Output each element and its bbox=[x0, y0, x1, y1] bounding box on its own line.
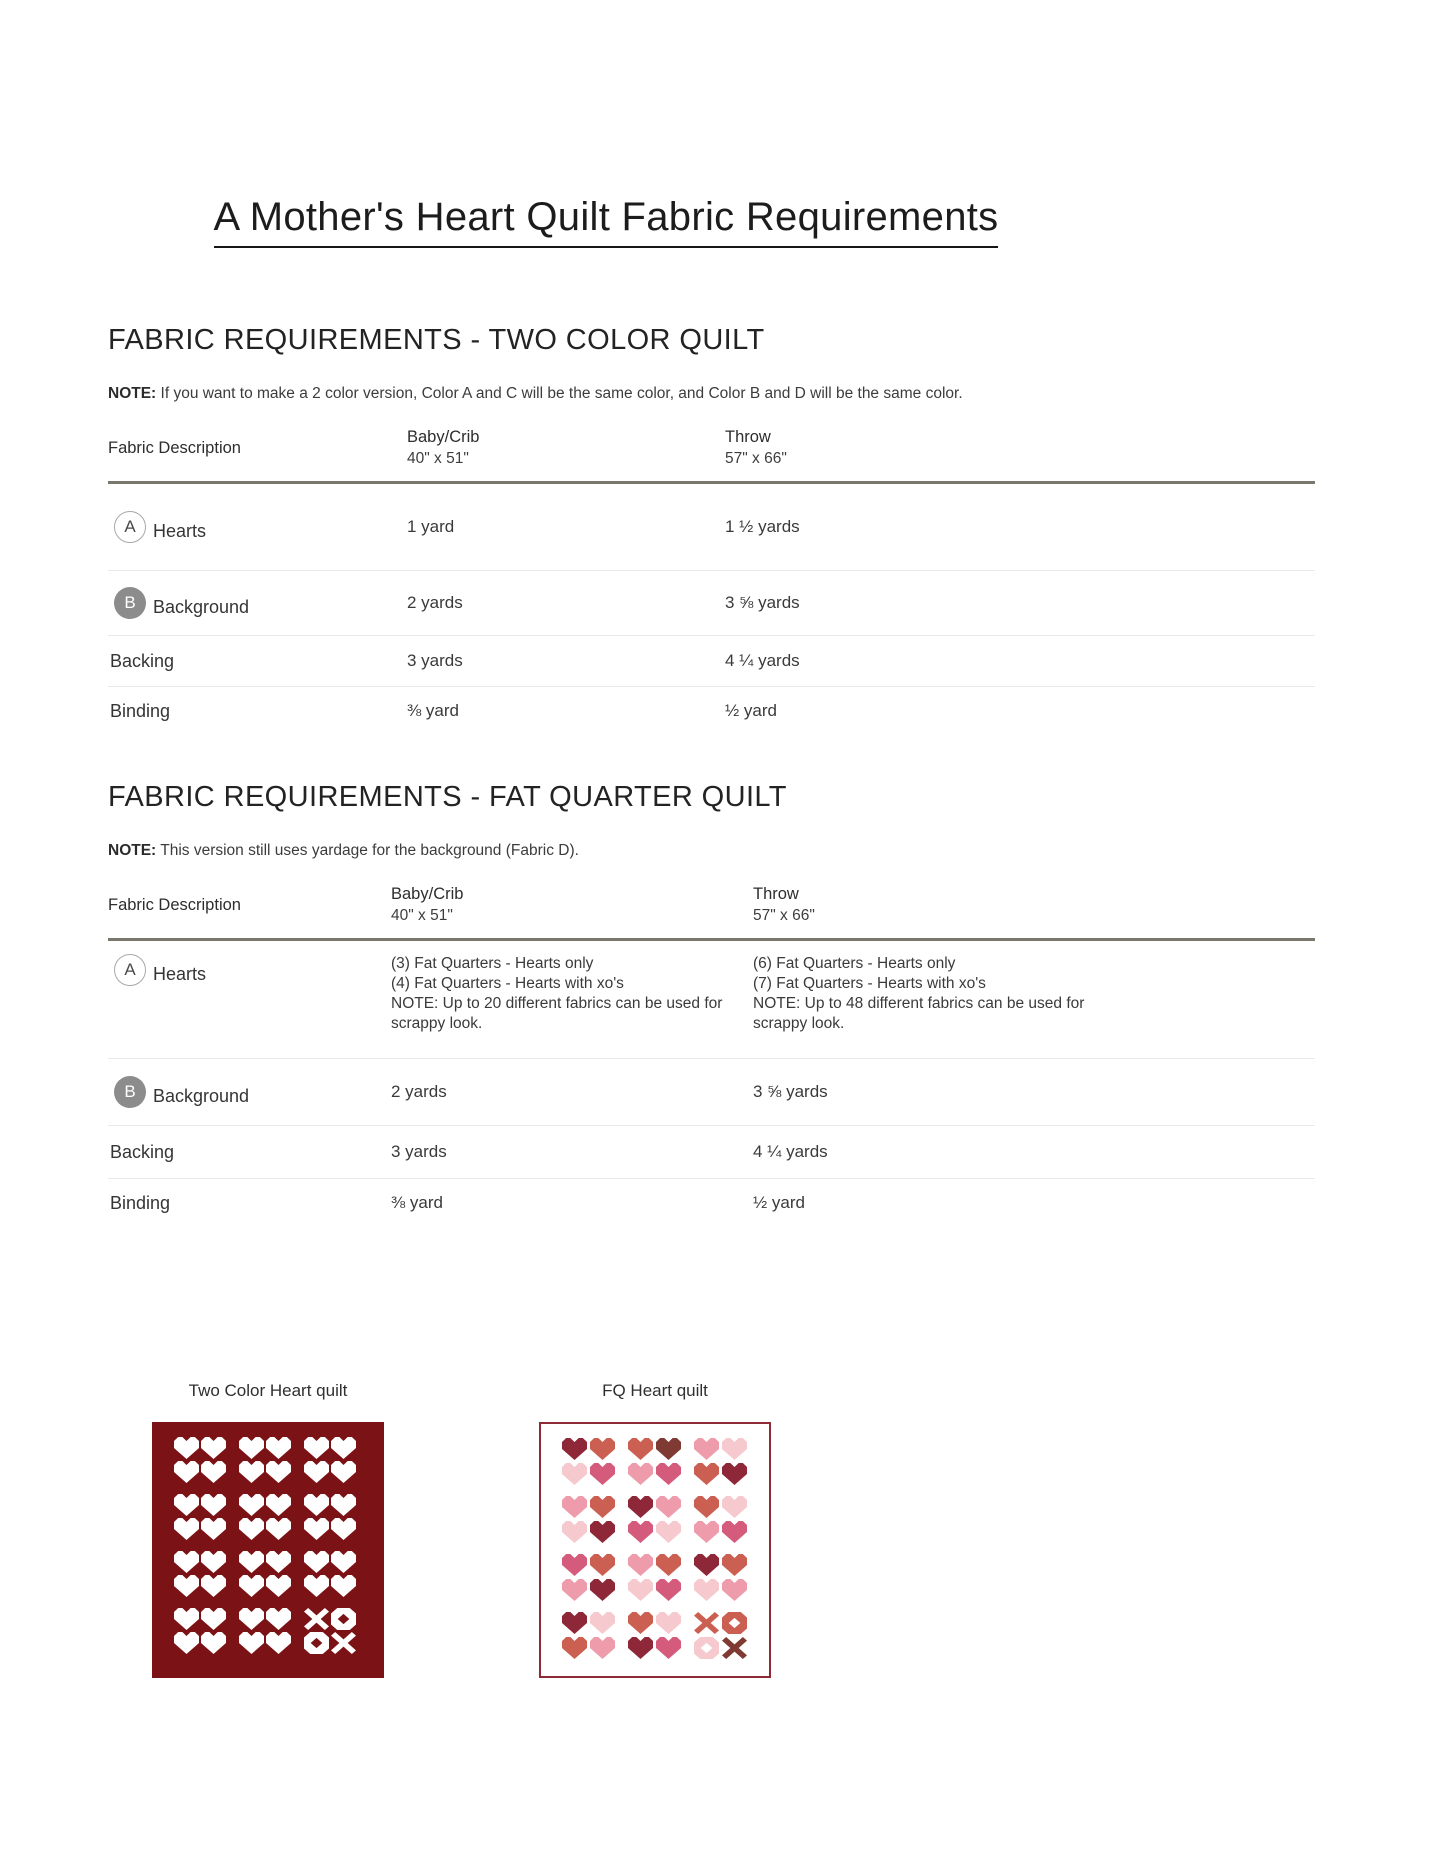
quilt-block bbox=[174, 1437, 226, 1483]
fabric-description-cell bbox=[108, 511, 407, 543]
quilt-block bbox=[694, 1612, 747, 1659]
note-label: NOTE: bbox=[108, 385, 157, 402]
heart-patch bbox=[656, 1496, 681, 1518]
heart-patch bbox=[201, 1632, 226, 1654]
column-size: 40" x 51" bbox=[391, 907, 453, 924]
column-title: Baby/Crib bbox=[391, 885, 464, 903]
heart-patch bbox=[722, 1554, 747, 1576]
column-header-baby-crib bbox=[391, 883, 753, 926]
fabric-badge-b: B bbox=[114, 1076, 146, 1108]
heart-patch bbox=[174, 1632, 199, 1654]
throw-value bbox=[753, 941, 1098, 1034]
heart-patch bbox=[239, 1551, 264, 1573]
value-line: 1 ½ yards bbox=[725, 517, 800, 536]
heart-patch bbox=[590, 1637, 615, 1659]
fabric-label: Hearts bbox=[153, 521, 207, 541]
x-patch bbox=[694, 1612, 719, 1634]
column-header-baby-crib bbox=[407, 426, 725, 469]
heart-patch bbox=[266, 1608, 291, 1630]
heart-patch bbox=[562, 1637, 587, 1659]
heart-patch bbox=[562, 1612, 587, 1634]
heart-patch bbox=[656, 1521, 681, 1543]
value-line: 4 ¼ yards bbox=[753, 1142, 828, 1161]
heart-patch bbox=[694, 1521, 719, 1543]
fabric-label: Binding bbox=[110, 700, 171, 721]
heart-patch bbox=[722, 1438, 747, 1460]
fabric-table-two-color bbox=[108, 426, 1315, 735]
section-note-two-color bbox=[108, 384, 1315, 404]
column-header-throw bbox=[725, 426, 1315, 469]
heart-patch bbox=[656, 1554, 681, 1576]
column-header-fabric-description: Fabric Description bbox=[108, 438, 241, 457]
value-line: (3) Fat Quarters - Hearts only bbox=[391, 955, 594, 972]
baby-crib-value bbox=[407, 701, 725, 721]
quilt-block bbox=[562, 1438, 615, 1485]
fq-quilt-figure bbox=[539, 1380, 771, 1678]
heart-patch bbox=[174, 1437, 199, 1459]
quilt-block bbox=[239, 1608, 291, 1654]
heart-patch bbox=[628, 1463, 653, 1485]
baby-crib-value bbox=[407, 651, 725, 671]
heart-patch bbox=[304, 1437, 329, 1459]
fq-quilt-image bbox=[539, 1422, 771, 1678]
column-title: Baby/Crib bbox=[407, 428, 480, 446]
heart-patch bbox=[239, 1632, 264, 1654]
quilt-previews bbox=[152, 1380, 1445, 1678]
quilt-block bbox=[628, 1612, 681, 1659]
heart-patch bbox=[628, 1637, 653, 1659]
heart-patch bbox=[628, 1496, 653, 1518]
table-row bbox=[108, 570, 1315, 635]
value-line: 4 ¼ yards bbox=[725, 651, 800, 670]
baby-crib-value bbox=[391, 941, 747, 1034]
heart-patch bbox=[590, 1521, 615, 1543]
value-line: ½ yard bbox=[725, 701, 777, 720]
x-patch bbox=[331, 1632, 356, 1654]
fabric-description-cell bbox=[108, 1141, 391, 1164]
column-header-fabric-description: Fabric Description bbox=[108, 895, 241, 914]
value-line: 2 yards bbox=[407, 593, 463, 612]
value-line: ⅜ yard bbox=[407, 701, 459, 720]
heart-patch bbox=[201, 1461, 226, 1483]
fabric-label: Backing bbox=[110, 1141, 175, 1162]
fabric-label: Backing bbox=[110, 650, 175, 671]
quilt-block bbox=[174, 1608, 226, 1654]
heart-patch bbox=[239, 1461, 264, 1483]
heart-patch bbox=[694, 1554, 719, 1576]
column-size: 40" x 51" bbox=[407, 450, 469, 467]
o-patch bbox=[722, 1612, 747, 1634]
quilt-block bbox=[304, 1494, 356, 1540]
heart-patch bbox=[656, 1612, 681, 1634]
fabric-label: Background bbox=[153, 597, 250, 617]
value-line: 3 yards bbox=[407, 651, 463, 670]
column-header-throw bbox=[753, 883, 1315, 926]
baby-crib-value bbox=[391, 1193, 747, 1213]
heart-patch bbox=[331, 1437, 356, 1459]
o-patch bbox=[694, 1637, 719, 1659]
heart-patch bbox=[562, 1438, 587, 1460]
value-line: 3 yards bbox=[391, 1142, 447, 1161]
heart-patch bbox=[304, 1494, 329, 1516]
heart-patch bbox=[239, 1518, 264, 1540]
value-line: (4) Fat Quarters - Hearts with xo's bbox=[391, 975, 624, 992]
throw-value bbox=[753, 1082, 1098, 1102]
baby-crib-value bbox=[391, 1142, 747, 1162]
baby-crib-value bbox=[407, 593, 725, 613]
column-size: 57" x 66" bbox=[753, 907, 815, 924]
heart-patch bbox=[266, 1437, 291, 1459]
heart-patch bbox=[656, 1438, 681, 1460]
heart-patch bbox=[304, 1575, 329, 1597]
fabric-description-cell bbox=[108, 1076, 391, 1108]
quilt-block bbox=[628, 1554, 681, 1601]
throw-value bbox=[725, 517, 1070, 537]
two-color-quilt-image bbox=[152, 1422, 384, 1678]
heart-patch bbox=[239, 1608, 264, 1630]
value-line: ⅜ yard bbox=[391, 1193, 443, 1212]
title-container bbox=[108, 0, 1104, 248]
heart-patch bbox=[239, 1575, 264, 1597]
quilt-block bbox=[694, 1554, 747, 1601]
section-fat-quarter-quilt bbox=[108, 779, 1315, 1227]
quilt-block bbox=[304, 1608, 356, 1654]
heart-patch bbox=[201, 1494, 226, 1516]
document-content bbox=[0, 322, 1445, 1227]
throw-value bbox=[725, 651, 1070, 671]
two-color-quilt-figure bbox=[152, 1380, 384, 1678]
heart-patch bbox=[174, 1575, 199, 1597]
heart-patch bbox=[656, 1579, 681, 1601]
heart-patch bbox=[628, 1438, 653, 1460]
two-color-quilt-caption: Two Color Heart quilt bbox=[188, 1381, 348, 1400]
note-text: This version still uses yardage for the background (Fabric D). bbox=[156, 842, 579, 859]
quilt-block bbox=[174, 1551, 226, 1597]
quilt-block bbox=[562, 1496, 615, 1543]
fq-quilt-caption: FQ Heart quilt bbox=[602, 1381, 708, 1400]
heart-patch bbox=[174, 1461, 199, 1483]
heart-patch bbox=[628, 1554, 653, 1576]
fabric-table-fat-quarter bbox=[108, 883, 1315, 1227]
quilt-block bbox=[304, 1437, 356, 1483]
heart-patch bbox=[590, 1438, 615, 1460]
heart-patch bbox=[562, 1554, 587, 1576]
fabric-badge-a: A bbox=[114, 511, 146, 543]
fabric-label: Binding bbox=[110, 1192, 171, 1213]
heart-patch bbox=[331, 1461, 356, 1483]
x-patch bbox=[722, 1637, 747, 1659]
fabric-description-cell bbox=[108, 700, 407, 723]
throw-value bbox=[725, 701, 1070, 721]
quilt-block bbox=[628, 1438, 681, 1485]
throw-value bbox=[725, 593, 1070, 613]
column-title: Throw bbox=[753, 885, 799, 903]
baby-crib-value bbox=[407, 517, 725, 537]
table-header-row bbox=[108, 426, 1315, 484]
value-line: 3 ⅝ yards bbox=[753, 1082, 828, 1101]
quilt-block bbox=[239, 1494, 291, 1540]
quilt-block bbox=[562, 1554, 615, 1601]
heart-patch bbox=[628, 1579, 653, 1601]
heart-patch bbox=[562, 1521, 587, 1543]
heart-patch bbox=[174, 1518, 199, 1540]
fabric-label: Background bbox=[153, 1086, 250, 1106]
quilt-block bbox=[304, 1551, 356, 1597]
heart-patch bbox=[331, 1494, 356, 1516]
heart-patch bbox=[201, 1551, 226, 1573]
heart-patch bbox=[590, 1554, 615, 1576]
heart-patch bbox=[266, 1494, 291, 1516]
heart-patch bbox=[562, 1463, 587, 1485]
heart-patch bbox=[562, 1579, 587, 1601]
section-two-color-quilt bbox=[108, 322, 1315, 735]
heart-patch bbox=[331, 1551, 356, 1573]
heart-patch bbox=[201, 1608, 226, 1630]
heart-patch bbox=[239, 1437, 264, 1459]
x-patch bbox=[304, 1608, 329, 1630]
heart-patch bbox=[331, 1518, 356, 1540]
table-row bbox=[108, 686, 1315, 735]
heart-patch bbox=[304, 1551, 329, 1573]
heart-patch bbox=[694, 1438, 719, 1460]
fabric-badge-a: A bbox=[114, 954, 146, 986]
table-row bbox=[108, 484, 1315, 570]
fabric-description-cell bbox=[108, 1192, 391, 1215]
quilt-block bbox=[694, 1438, 747, 1485]
table-header-row bbox=[108, 883, 1315, 941]
heart-patch bbox=[174, 1551, 199, 1573]
table-row bbox=[108, 1058, 1315, 1125]
section-heading-two-color: FABRIC REQUIREMENTS - TWO COLOR QUILT bbox=[108, 324, 765, 356]
quilt-block bbox=[628, 1496, 681, 1543]
o-patch bbox=[304, 1632, 329, 1654]
value-line: ½ yard bbox=[753, 1193, 805, 1212]
fabric-description-cell bbox=[108, 941, 391, 986]
column-title: Throw bbox=[725, 428, 771, 446]
table-row bbox=[108, 941, 1315, 1058]
quilt-block bbox=[239, 1551, 291, 1597]
value-line: 2 yards bbox=[391, 1082, 447, 1101]
heart-patch bbox=[174, 1494, 199, 1516]
heart-patch bbox=[628, 1521, 653, 1543]
heart-patch bbox=[266, 1461, 291, 1483]
heart-patch bbox=[590, 1463, 615, 1485]
heart-patch bbox=[590, 1496, 615, 1518]
heart-patch bbox=[722, 1496, 747, 1518]
o-patch bbox=[331, 1608, 356, 1630]
note-text: If you want to make a 2 color version, Color A and C will be the same color, and Color B and D will be the same color. bbox=[156, 385, 963, 402]
fabric-description-cell bbox=[108, 587, 407, 619]
section-heading-fat-quarter: FABRIC REQUIREMENTS - FAT QUARTER QUILT bbox=[108, 781, 787, 813]
heart-patch bbox=[628, 1612, 653, 1634]
quilt-block bbox=[562, 1612, 615, 1659]
heart-patch bbox=[266, 1551, 291, 1573]
value-line: (6) Fat Quarters - Hearts only bbox=[753, 955, 956, 972]
heart-patch bbox=[266, 1575, 291, 1597]
quilt-block bbox=[174, 1494, 226, 1540]
table-row bbox=[108, 1178, 1315, 1227]
heart-patch bbox=[694, 1496, 719, 1518]
fabric-label: Hearts bbox=[153, 964, 207, 984]
heart-patch bbox=[331, 1575, 356, 1597]
quilt-block bbox=[239, 1437, 291, 1483]
table-row bbox=[108, 635, 1315, 686]
heart-patch bbox=[201, 1518, 226, 1540]
fabric-badge-b: B bbox=[114, 587, 146, 619]
value-line: 3 ⅝ yards bbox=[725, 593, 800, 612]
heart-patch bbox=[694, 1463, 719, 1485]
heart-patch bbox=[266, 1518, 291, 1540]
value-line: NOTE: Up to 48 different fabrics can be used for scrappy look. bbox=[753, 995, 1085, 1032]
throw-value bbox=[753, 1193, 1098, 1213]
baby-crib-value bbox=[391, 1082, 747, 1102]
throw-value bbox=[753, 1142, 1098, 1162]
table-row bbox=[108, 1125, 1315, 1178]
page-title: A Mother's Heart Quilt Fabric Requirements bbox=[214, 193, 999, 248]
note-label: NOTE: bbox=[108, 842, 157, 859]
heart-patch bbox=[722, 1463, 747, 1485]
heart-patch bbox=[304, 1461, 329, 1483]
heart-patch bbox=[201, 1575, 226, 1597]
value-line: NOTE: Up to 20 different fabrics can be used for scrappy look. bbox=[391, 995, 723, 1032]
value-line: (7) Fat Quarters - Hearts with xo's bbox=[753, 975, 986, 992]
heart-patch bbox=[722, 1521, 747, 1543]
heart-patch bbox=[174, 1608, 199, 1630]
heart-patch bbox=[590, 1612, 615, 1634]
heart-patch bbox=[590, 1579, 615, 1601]
heart-patch bbox=[239, 1494, 264, 1516]
value-line: 1 yard bbox=[407, 517, 455, 536]
heart-patch bbox=[656, 1463, 681, 1485]
quilt-block bbox=[694, 1496, 747, 1543]
column-size: 57" x 66" bbox=[725, 450, 787, 467]
heart-patch bbox=[201, 1437, 226, 1459]
heart-patch bbox=[562, 1496, 587, 1518]
heart-patch bbox=[694, 1579, 719, 1601]
section-note-fat-quarter bbox=[108, 841, 1315, 861]
heart-patch bbox=[722, 1579, 747, 1601]
fabric-description-cell bbox=[108, 650, 407, 673]
heart-patch bbox=[304, 1518, 329, 1540]
heart-patch bbox=[656, 1637, 681, 1659]
heart-patch bbox=[266, 1632, 291, 1654]
